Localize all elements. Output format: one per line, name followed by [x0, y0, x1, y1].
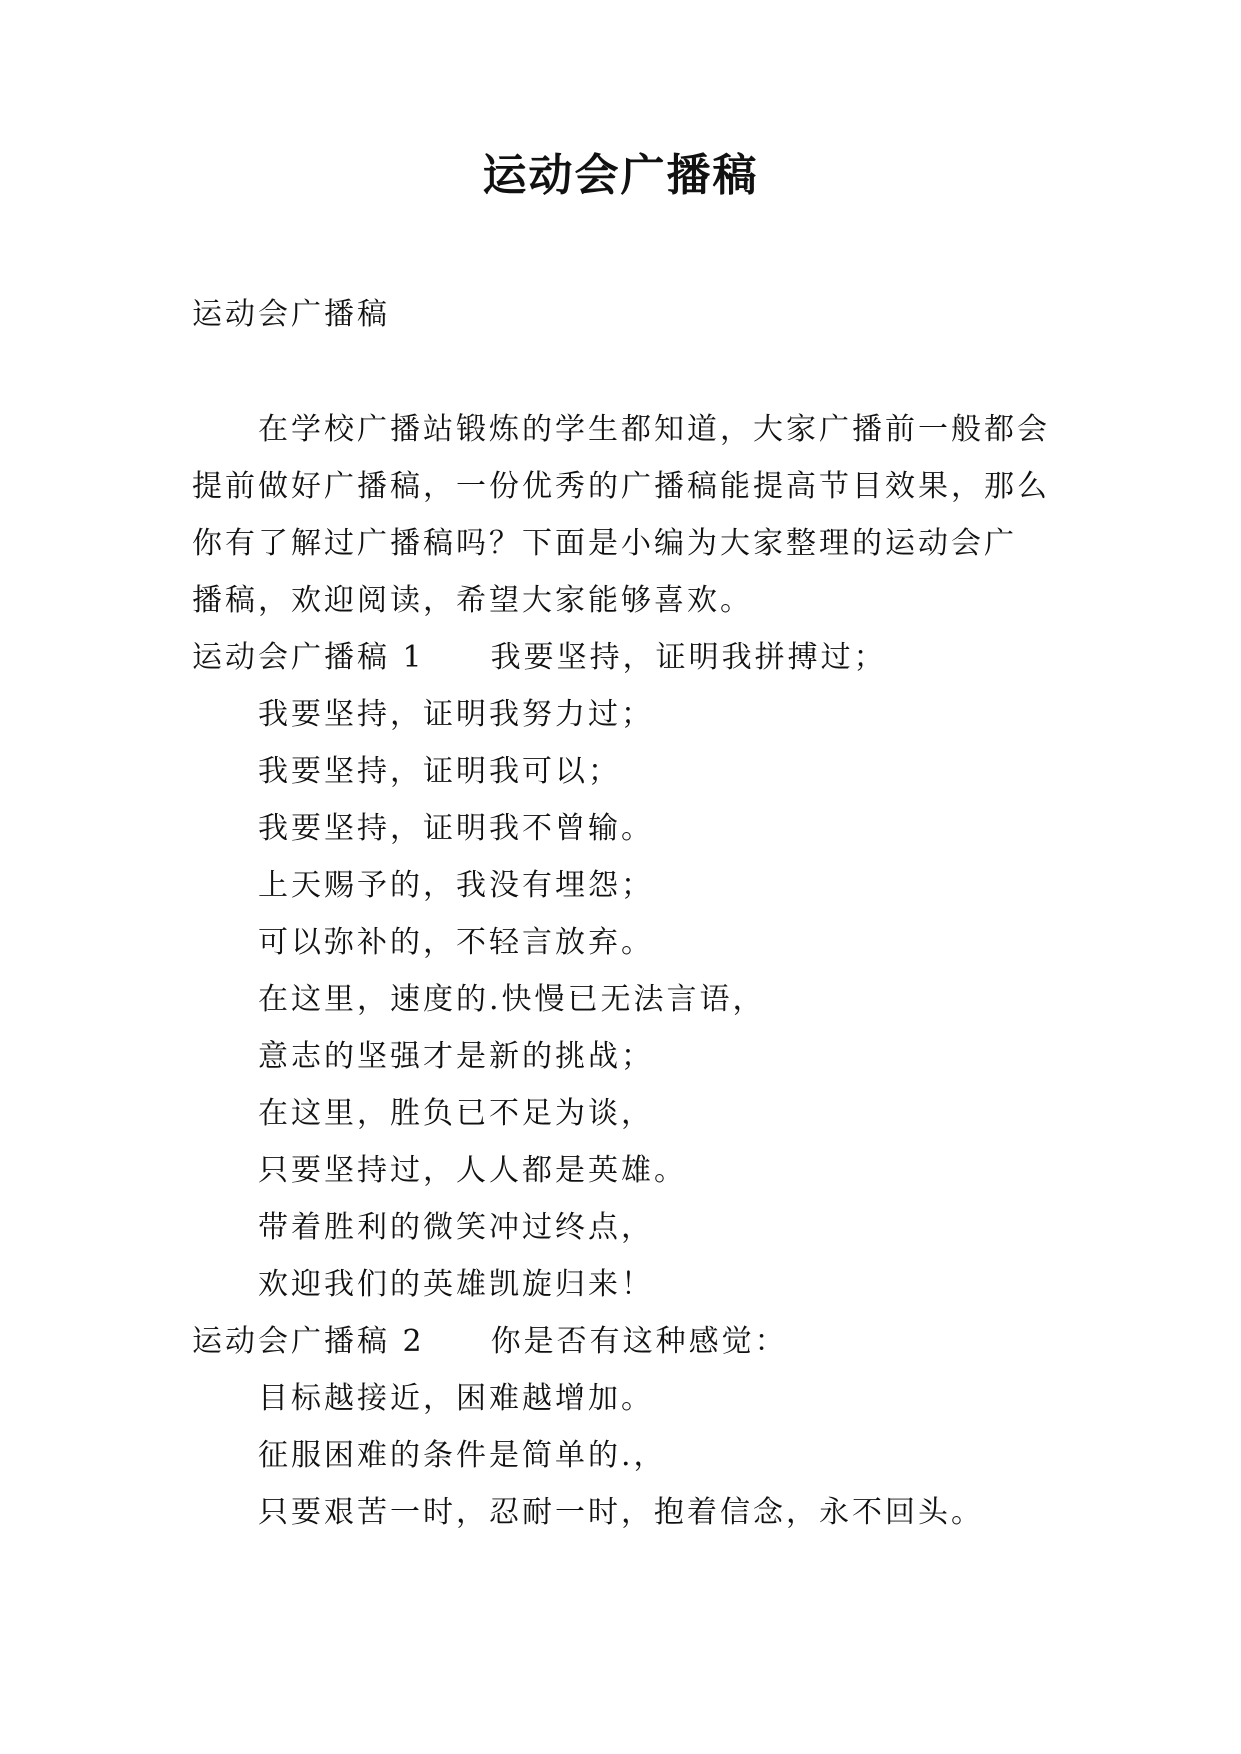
poem-line: 我要坚持，证明我可以； — [192, 754, 621, 789]
intro-line: 播稿，欢迎阅读，希望大家能够喜欢。 — [192, 583, 753, 618]
poem-line: 欢迎我们的英雄凯旋归来！ — [192, 1267, 654, 1302]
poem-line: 征服困难的条件是简单的.， — [192, 1438, 667, 1473]
section-heading: 运动会广播稿 1 我要坚持，证明我拼搏过； — [192, 640, 887, 675]
section-heading: 运动会广播稿 2 你是否有这种感觉： — [192, 1324, 788, 1359]
document-title: 运动会广播稿 — [482, 150, 759, 201]
poem-line: 我要坚持，证明我努力过； — [192, 697, 654, 732]
poem-line: 目标越接近，困难越增加。 — [192, 1381, 654, 1416]
intro-line: 你有了解过广播稿吗？下面是小编为大家整理的运动会广 — [192, 526, 1017, 561]
poem-line: 只要艰苦一时，忍耐一时，抱着信念，永不回头。 — [192, 1495, 984, 1530]
poem-line: 上天赐予的，我没有埋怨； — [192, 868, 654, 903]
poem-line: 带着胜利的微笑冲过终点， — [192, 1210, 654, 1245]
intro-line: 提前做好广播稿，一份优秀的广播稿能提高节目效果，那么 — [192, 469, 1050, 504]
intro-line: 在学校广播站锻炼的学生都知道，大家广播前一般都会 — [192, 412, 1050, 447]
poem-line: 在这里，速度的.快慢已无法言语， — [192, 982, 766, 1017]
poem-line: 在这里，胜负已不足为谈， — [192, 1096, 654, 1131]
poem-line: 只要坚持过，人人都是英雄。 — [192, 1153, 687, 1188]
poem-line: 意志的坚强才是新的挑战； — [192, 1039, 654, 1074]
poem-line: 可以弥补的，不轻言放弃。 — [192, 925, 654, 960]
poem-line: 我要坚持，证明我不曾输。 — [192, 811, 654, 846]
document-subtitle: 运动会广播稿 — [192, 297, 390, 332]
